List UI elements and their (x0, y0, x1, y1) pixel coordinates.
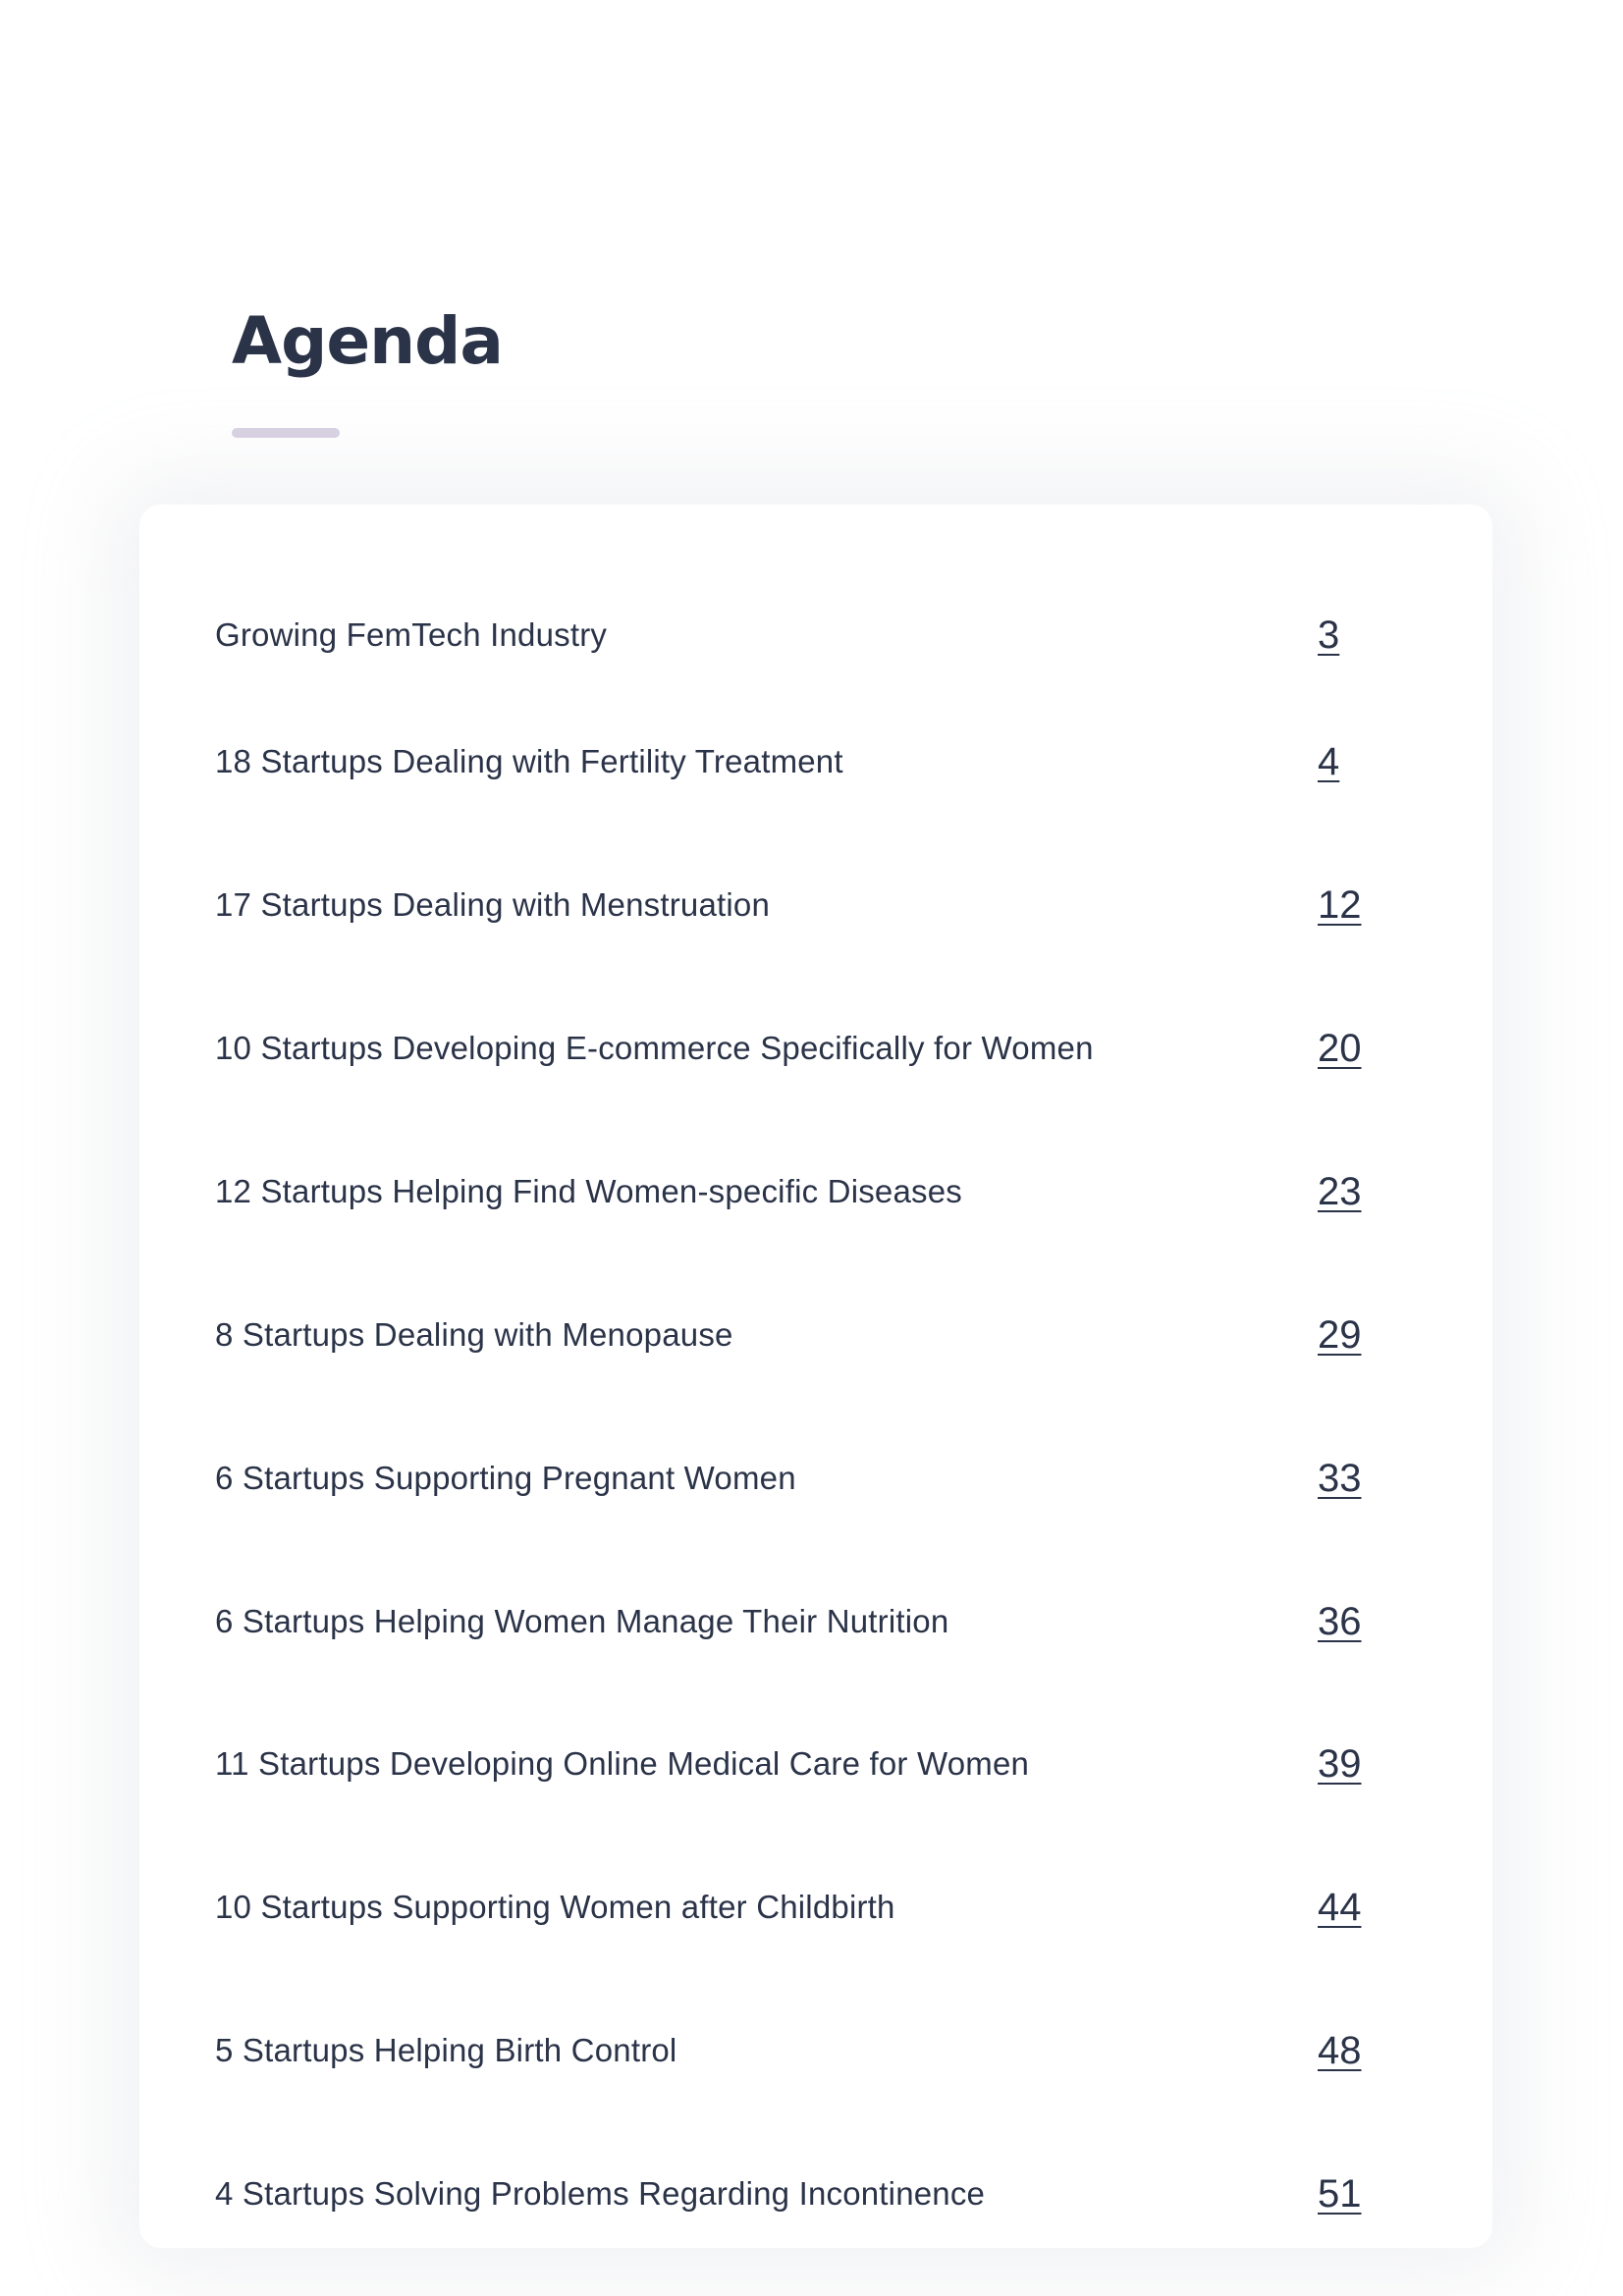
agenda-item-label: 11 Startups Developing Online Medical Care for Women (215, 1745, 1030, 1782)
agenda-page-link[interactable]: 3 (1318, 614, 1340, 657)
agenda-item-label: 6 Startups Helping Women Manage Their Nutrition (215, 1603, 949, 1639)
title-underline-accent (232, 428, 340, 438)
agenda-item (139, 722, 1492, 801)
agenda-item-label: 5 Startups Helping Birth Control (215, 2032, 677, 2068)
agenda-item (139, 1439, 1492, 1518)
agenda-item-label: 8 Startups Dealing with Menopause (215, 1316, 733, 1353)
agenda-page-link[interactable]: 4 (1318, 740, 1340, 783)
agenda-item-label: Growing FemTech Industry (215, 616, 608, 653)
agenda-item-label: 18 Startups Dealing with Fertility Treatment (215, 743, 843, 779)
agenda-item-label: 4 Startups Solving Problems Regarding Incontinence (215, 2175, 986, 2212)
agenda-page-link[interactable]: 36 (1318, 1600, 1362, 1643)
agenda-page-link[interactable]: 12 (1318, 883, 1362, 927)
page-title: Agenda (232, 303, 503, 379)
agenda-item (139, 2155, 1492, 2233)
agenda-page-link[interactable]: 39 (1318, 1742, 1362, 1786)
agenda-page-link[interactable]: 20 (1318, 1027, 1362, 1070)
agenda-item (139, 1296, 1492, 1374)
agenda-item-label: 10 Startups Supporting Women after Childbirth (215, 1889, 895, 1925)
agenda-page-link[interactable]: 48 (1318, 2029, 1362, 2072)
agenda-item-label: 6 Startups Supporting Pregnant Women (215, 1460, 796, 1496)
agenda-item-label: 10 Startups Developing E-commerce Specifically for Women (215, 1030, 1094, 1066)
agenda-item (139, 1152, 1492, 1231)
agenda-item (139, 1009, 1492, 1088)
agenda-item (139, 596, 1492, 674)
agenda-item-label: 12 Startups Helping Find Women-specific Diseases (215, 1173, 962, 1209)
agenda-page-link[interactable]: 33 (1318, 1457, 1362, 1500)
agenda-item (139, 866, 1492, 944)
agenda-item (139, 1868, 1492, 1947)
agenda-page-link[interactable]: 44 (1318, 1886, 1362, 1929)
agenda-item-label: 17 Startups Dealing with Menstruation (215, 886, 771, 923)
agenda-page-link[interactable]: 23 (1318, 1170, 1362, 1213)
agenda-item (139, 1725, 1492, 1803)
agenda-card (139, 505, 1492, 2248)
agenda-item (139, 2011, 1492, 2090)
agenda-page-link[interactable]: 51 (1318, 2172, 1362, 2216)
agenda-page-link[interactable]: 29 (1318, 1313, 1362, 1357)
agenda-item (139, 1582, 1492, 1661)
